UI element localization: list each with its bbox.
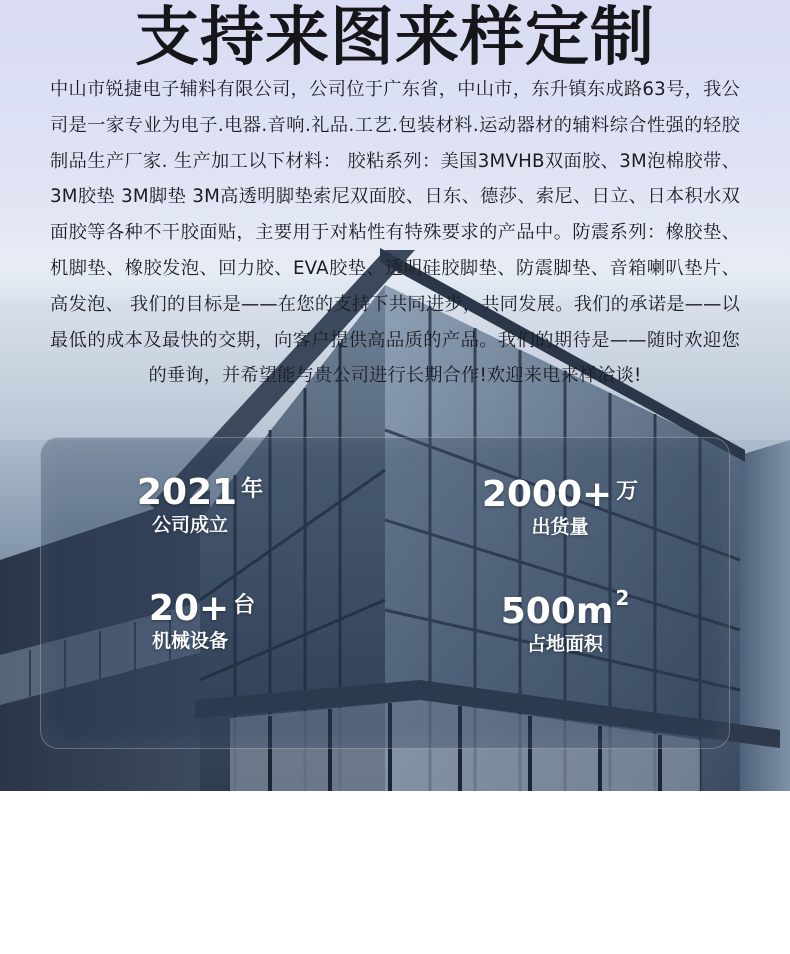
stat-founded-label: 公司成立: [151, 514, 228, 536]
stat-output-unit: 万: [616, 479, 639, 504]
stat-area-label: 占地面积: [526, 633, 603, 655]
stat-output-label: 出货量: [531, 516, 589, 538]
stat-output-value: 2000+: [481, 474, 613, 515]
stat-machines-label: 机械设备: [151, 630, 228, 652]
stat-output: [480, 472, 640, 539]
stat-area-value: 500m: [500, 591, 614, 632]
company-description: 中山市锐捷电子辅料有限公司，公司位于广东省，中山市，东升镇东成路63号，我公司是一家专业为电子.电器.音响.礼品.工艺.包装材料.运动器材的辅料综合性强的轻胶制品生产厂家. 生产加工以下材料： 胶粘系列：美国3MVHB双面胶、3M泡棉胶带、3M胶垫 3M脚垫 3M高透明脚垫索尼双面胶、日东、德莎、索尼、日立、日本积水双面胶等各种不干胶面贴，主要用于对粘性有特殊要求的产品中。防震系列：橡胶垫、机脚垫、橡胶发泡、回力胶、EVA胶垫、透明硅胶脚垫、防震脚垫、音箱喇叭垫片、高发泡、 我们的目标是——在您的支持下共同进步，共同发展。我们的承诺是——以最低的成本及最快的交期，向客户提供高品质的产品。我们的期待是——随时欢迎您的垂询，并希望能与贵公司进行长期合作!欢迎来电来样洽谈!: [50, 79, 740, 387]
stat-founded-number: [120, 470, 280, 513]
blank-footer-area: [0, 791, 790, 954]
stat-output-number: [480, 472, 640, 515]
stat-machines-value: 20+: [148, 588, 230, 629]
stat-founded-unit: 年: [241, 477, 264, 502]
stat-area: [480, 578, 650, 656]
stat-area-number: [480, 578, 650, 632]
stat-machines-unit: 台: [233, 593, 256, 618]
stat-founded: [120, 470, 280, 537]
page-title: 支持来图来样定制: [135, 1, 655, 75]
stat-machines-number: [122, 586, 282, 629]
stat-area-superscript: 2: [615, 586, 630, 610]
stat-machines: [122, 586, 282, 653]
stat-founded-value: 2021: [136, 472, 238, 513]
